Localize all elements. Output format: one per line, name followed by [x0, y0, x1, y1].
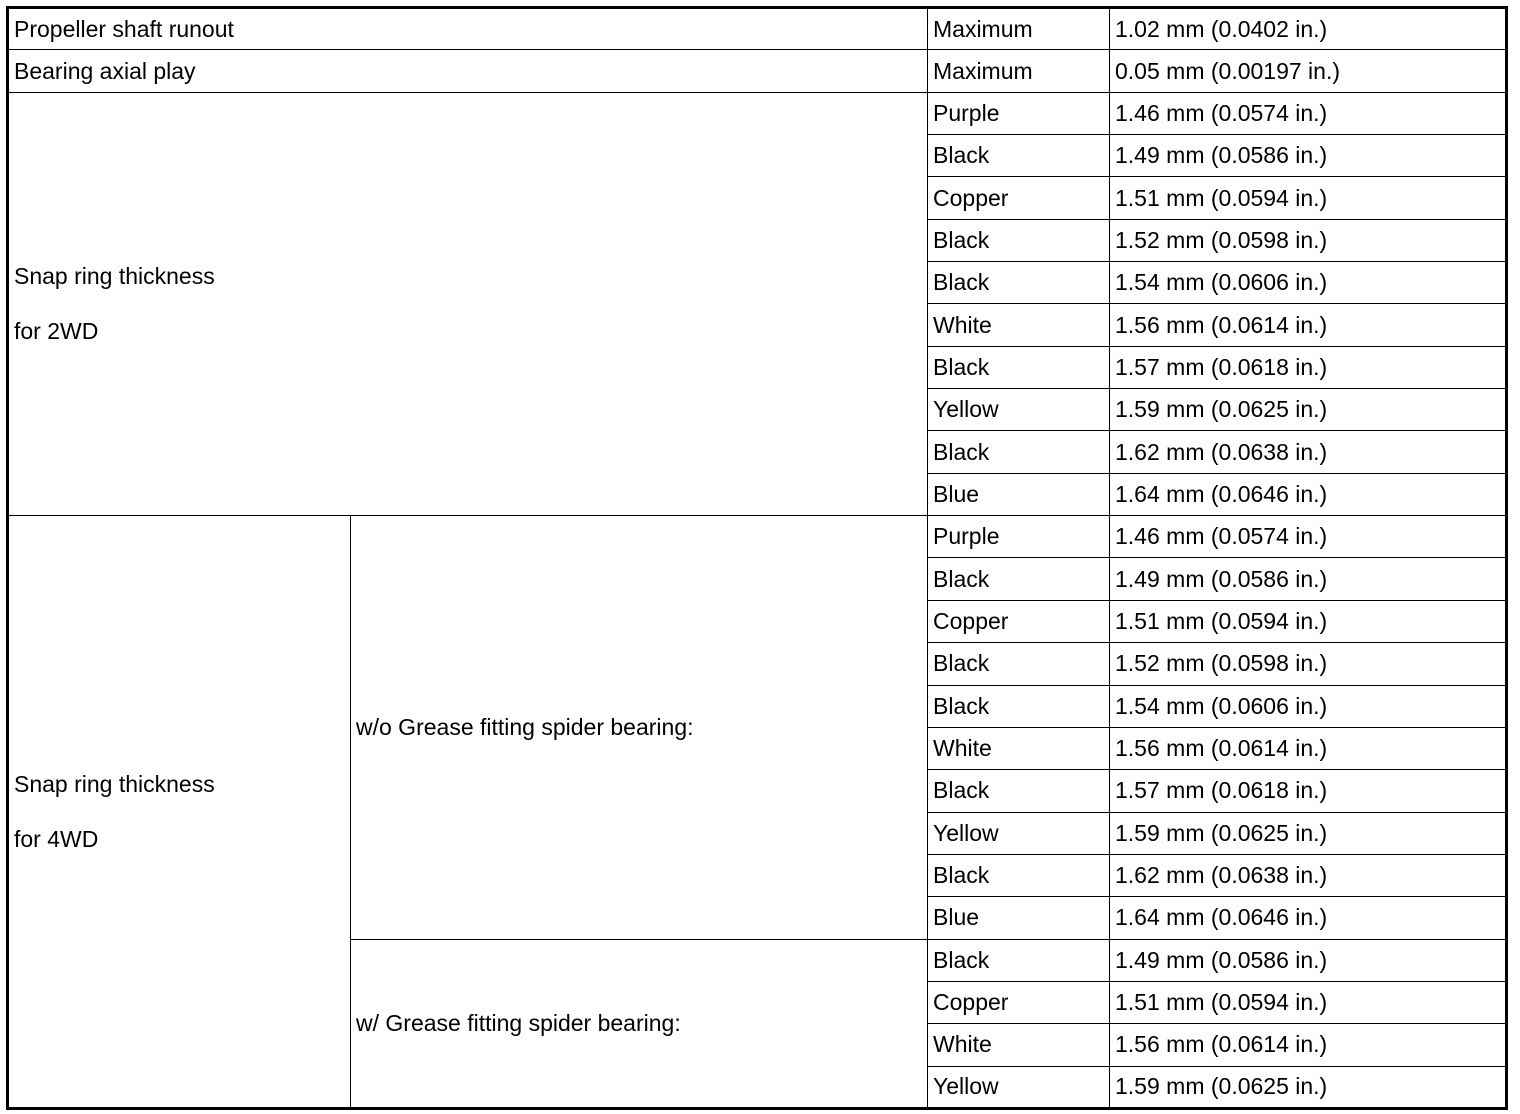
thickness-value: 1.56 mm (0.0614 in.)	[1110, 1024, 1507, 1066]
table-row	[8, 516, 1507, 558]
thickness-value: 1.51 mm (0.0594 in.)	[1110, 981, 1507, 1023]
mark-color: Black	[928, 854, 1110, 896]
thickness-value: 1.64 mm (0.0646 in.)	[1110, 473, 1507, 515]
with-grease-fitting-label: w/ Grease fitting spider bearing:	[351, 939, 928, 1108]
mark-color: Yellow	[928, 812, 1110, 854]
thickness-value: 1.54 mm (0.0606 in.)	[1110, 262, 1507, 304]
thickness-value: 1.51 mm (0.0594 in.)	[1110, 600, 1507, 642]
thickness-value: 1.59 mm (0.0625 in.)	[1110, 1066, 1507, 1108]
mark-color: Black	[928, 685, 1110, 727]
table-row	[8, 92, 1507, 134]
snap-ring-2wd-label	[8, 92, 928, 515]
mark-color: Yellow	[928, 1066, 1110, 1108]
without-grease-fitting-label: w/o Grease fitting spider bearing:	[351, 516, 928, 939]
thickness-value: 1.64 mm (0.0646 in.)	[1110, 897, 1507, 939]
thickness-value: 1.62 mm (0.0638 in.)	[1110, 431, 1507, 473]
mark-color: Purple	[928, 516, 1110, 558]
spec-label: Propeller shaft runout	[8, 8, 928, 50]
mark-color: Purple	[928, 92, 1110, 134]
mark-color: Black	[928, 262, 1110, 304]
thickness-value: 1.49 mm (0.0586 in.)	[1110, 558, 1507, 600]
mark-color: Black	[928, 135, 1110, 177]
thickness-value: 1.49 mm (0.0586 in.)	[1110, 135, 1507, 177]
thickness-value: 1.57 mm (0.0618 in.)	[1110, 346, 1507, 388]
mark-color: Copper	[928, 600, 1110, 642]
spec-table	[6, 6, 1508, 1110]
mark-color: Black	[928, 219, 1110, 261]
spec-value: 0.05 mm (0.00197 in.)	[1110, 50, 1507, 92]
mark-color: Copper	[928, 177, 1110, 219]
thickness-value: 1.59 mm (0.0625 in.)	[1110, 812, 1507, 854]
group-label-line1: Snap ring thickness	[14, 770, 215, 797]
thickness-value: 1.46 mm (0.0574 in.)	[1110, 92, 1507, 134]
thickness-value: 1.59 mm (0.0625 in.)	[1110, 389, 1507, 431]
mark-color: Black	[928, 939, 1110, 981]
mark-color: Blue	[928, 897, 1110, 939]
mark-color: White	[928, 727, 1110, 769]
mark-color: Copper	[928, 981, 1110, 1023]
group-label-line2: for 2WD	[14, 317, 99, 344]
mark-color: Black	[928, 431, 1110, 473]
spec-table-body	[8, 8, 1507, 1109]
thickness-value: 1.52 mm (0.0598 in.)	[1110, 643, 1507, 685]
thickness-value: 1.56 mm (0.0614 in.)	[1110, 304, 1507, 346]
mark-color: Blue	[928, 473, 1110, 515]
table-row-propeller-runout	[8, 8, 1507, 50]
thickness-value: 1.54 mm (0.0606 in.)	[1110, 685, 1507, 727]
mark-color: Yellow	[928, 389, 1110, 431]
mark-color: Black	[928, 770, 1110, 812]
mark-color: White	[928, 1024, 1110, 1066]
group-label-line1: Snap ring thickness	[14, 262, 215, 289]
snap-ring-4wd-label	[8, 516, 351, 1109]
thickness-value: 1.51 mm (0.0594 in.)	[1110, 177, 1507, 219]
thickness-value: 1.56 mm (0.0614 in.)	[1110, 727, 1507, 769]
spec-value: 1.02 mm (0.0402 in.)	[1110, 8, 1507, 50]
table-row-bearing-axial-play	[8, 50, 1507, 92]
mark-color: Black	[928, 558, 1110, 600]
mark-color: Black	[928, 643, 1110, 685]
mark-color: Black	[928, 346, 1110, 388]
group-label-line2: for 4WD	[14, 825, 99, 852]
thickness-value: 1.49 mm (0.0586 in.)	[1110, 939, 1507, 981]
spec-condition: Maximum	[928, 50, 1110, 92]
thickness-value: 1.62 mm (0.0638 in.)	[1110, 854, 1507, 896]
mark-color: White	[928, 304, 1110, 346]
spec-label: Bearing axial play	[8, 50, 928, 92]
thickness-value: 1.46 mm (0.0574 in.)	[1110, 516, 1507, 558]
thickness-value: 1.52 mm (0.0598 in.)	[1110, 219, 1507, 261]
thickness-value: 1.57 mm (0.0618 in.)	[1110, 770, 1507, 812]
spec-condition: Maximum	[928, 8, 1110, 50]
